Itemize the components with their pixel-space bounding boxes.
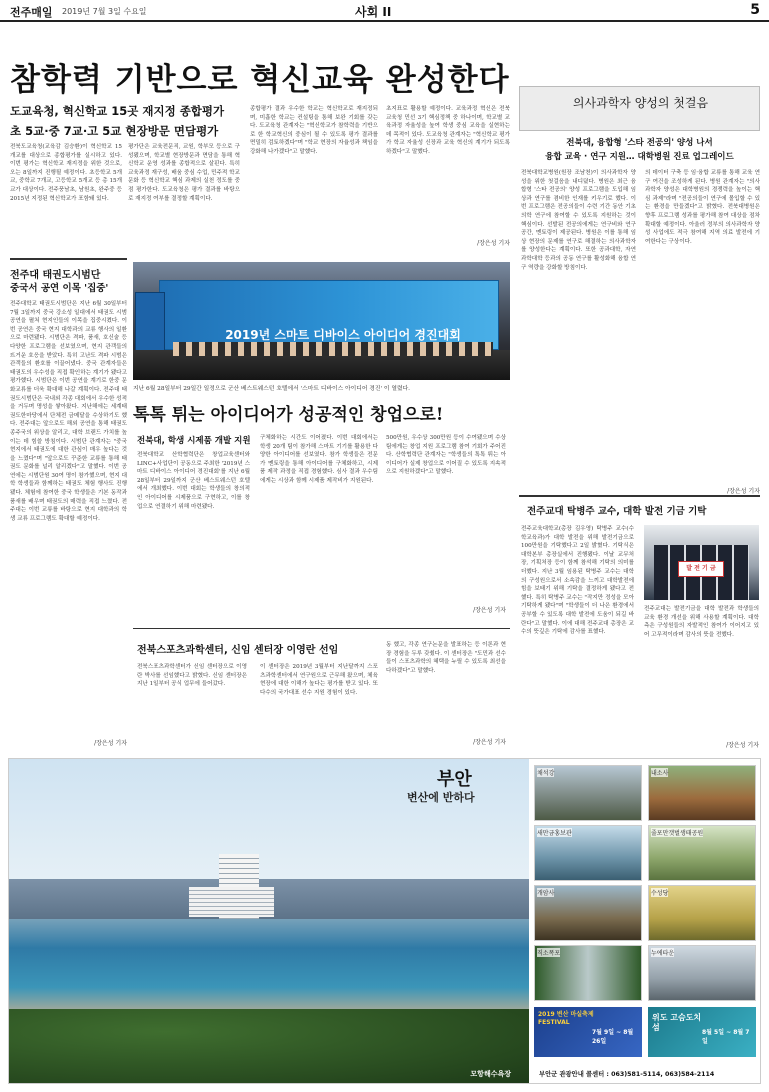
donation-sign: 발 전 기 금 — [678, 561, 724, 577]
sports-col-2: 이 센터장은 2019년 3월부터 지난달까지 스포츠과학센터에서 연구원으로 근무해 왔으며, 체육 현장에 대한 이해가 높다는 평가를 받고 있다. 또 다수의 국가대표 선수 지원 경험이 있다. — [260, 664, 378, 696]
issue-date: 2019년 7월 3일 수요일 — [62, 7, 147, 16]
festival-mashil-date: 7월 9일 ~ 8월 26일 — [592, 1029, 634, 1045]
sports-col-3: 동 했고, 각종 연구논문을 발표하는 등 이론과 현장 경험을 두루 갖췄다. 이 센터장은 "도민과 선수들이 스포츠과학의 혜택을 누릴 수 있도록 최선을 다하겠다"고 말했다. — [386, 642, 506, 674]
taekwondo-body: 전주대학교 태권도시범단은 지난 6월 30일부터 7월 3일까지 중국 강소성 일대에서 태권도 시범공연을 펼쳐 현지인들의 이목을 집중시켰다. 이번 공연은 중국 현지 대학과의 교류 행사의 일환으로 마련됐다. 시범단은 격파, 품새, 호신술 등 다양한 프로그램을 선보였으며, 현지 관객들의 뜨거운 호응을 받았다. 특히 고난도 격파 시범은 관객들의 환호를 이끌어냈다. 중국 관계자들은 태권도의 우수성을 직접 확인하는 계기가 됐다고 평가했다. 시범단은 이번 공연을 계기로 한중 문화교류를 더욱 확대해 나갈 계획이다. 전주대 태권도시범단은 국내외 각종 대회에서 우수한 성적을 거두며 명성을 쌓아왔다. 지난해에는 세계태권도한마당에서 단체전 금메달을 수상하기도 했다. 전주대는 앞으로도 해외 공연을 통해 태권도 종주국의 위상을 알리고, 대학 브랜드 가치를 높이는 데 힘쓸 방침이다. 시범단 관계자는 "중국 현지에서 태권도에 대한 관심이 매우 높다는 것을 느꼈다"며 "앞으로도 꾸준한 교류를 통해 태권도 문화를 널리 알리겠다"고 말했다. 이번 공연에는 시범단원 30여 명이 참가했으며, 현지 대학 학생들과 함께하는 태권도 체험 행사도 진행됐다. 체험에 참여한 중국 학생들은 기본 동작과 품새를 배우며 태권도의 매력을 직접 느꼈다. 전주대는 이번 교류를 바탕으로 현지 대학과의 학생 교류 프로그램도 확대할 예정이다. — [10, 301, 127, 522]
donation-photo — [644, 525, 759, 600]
doctor-subtitle-2: 융합 교육 · 연구 지원… 대학병원 진료 업그레이드 — [545, 152, 734, 162]
spot-julpo-mudflat: 줄포만갯벌생태공원 — [648, 825, 756, 881]
festival-mashil — [534, 1007, 642, 1057]
photo-caption: 지난 6월 28일부터 29일간 일정으로 군산 베스트웨스턴 호텔에서 '스마트 디바이스 아이디어 경진' 이 열렸다. — [133, 386, 411, 392]
spot-gaeamsa: 개암사 — [534, 885, 642, 941]
festival-mashil-title: 2019 변산 마실축제 FESTIVAL — [538, 1011, 594, 1026]
sports-title: 전북스포츠과학센터, 신임 센터장 이영란 선임 — [137, 645, 339, 656]
idea-subtitle: 전북대, 학생 시제품 개발 지원 — [137, 436, 251, 446]
donation-body: 전주교육대학교(총장 김우영) 탁병주 교수(수학교육과)가 대학 발전을 위해 발전기금으로 100만원을 기탁했다고 2일 밝혔다. 기탁식은 대학본부 총장실에서 진행됐다. 이날 교무처장, 기획처장 등이 함께 참석해 기탁의 의미를 더했다. 지난 3월 임용된 탁병주 교수는 대학의 구성원으로서 소속감을 느끼고 대학발전에 힘을 보태기 위해 기탁을 결정하게 됐다고 전했다. 특히 탁병주 교수는 "작지만 정성을 모아 기탁하게 됐다"며 "학생들이 더 나은 환경에서 공부할 수 있도록 대학 발전에 도움이 되길 바란다"고 말했다. 이에 대해 전주교대 총장은 교수의 뜻깊은 기탁에 감사를 표했다. — [521, 526, 634, 636]
spot-saemangeum: 새만금홍보관 — [534, 825, 642, 881]
beach-caption: 모항해수욕장 — [470, 1070, 511, 1078]
ad-footer-callcenter: 부안군 관광안내 콜센터 : 063)581-5114, 063)584-2114 — [539, 1071, 715, 1078]
headline-title: 참학력 기반으로 혁신교육 완성한다 — [10, 62, 510, 98]
taekwondo-byline: /장은성 기자 — [94, 740, 127, 747]
ad-pine-trees — [9, 1009, 529, 1084]
doctor-box-title: 의사과학자 양성의 첫걸음 — [572, 96, 709, 110]
photo-banner-title: 2019년 스마트 디바이스 아이디어 경진대회 — [225, 328, 461, 342]
ad-hotel-wing — [189, 887, 274, 917]
sports-byline: /장은성 기자 — [473, 739, 506, 746]
idea-col-2: 구체화하는 시간도 이어졌다. 이번 대회에서는 학생 20개 팀이 참가해 스마트 기기를 활용한 다양한 아이디어를 선보였다. 참가 학생들은 전문가 멘토링을 통해 아이디어를 구체화하고, 시제품 제작 과정을 직접 경험했다. 심사 결과 우수팀에게는 시상과 함께 시제품 제작비가 지원된다. — [260, 435, 378, 484]
headline-col-1: 전북도교육청(교육감 김승환)이 혁신학교 15개교를 대상으로 종합평가를 실시하고 있다. 이번 평가는 혁신학교 재지정을 위한 것으로, 오는 8일까지 진행될 예정이다. 초등학교 5개교, 중학교 7개교, 고등학교 5개교 등 총 15개교가 대상이다. 전주풍남초, 남원초, 완주중 등 2015년 지정된 혁신학교가 포함돼 있다. — [10, 144, 122, 202]
headline-subtitle-2: 초 5교·중 7교·고 5교 현장방문 면담평가 — [10, 124, 219, 138]
taekwondo-title-1: 전주대 태권도시범단 — [10, 270, 101, 281]
headline-col-4: 초지표로 활용할 예정이다. 교육과정 혁신은 전북교육청 민선 3기 핵심정책 중 하나이며, 학교별 교육과정 자율성을 높여 학생 중심 교육을 실현하는 데 목적이 있다. 도교육청 관계자는 "혁신학교 평가가 학교 자율성 신장과 교육 혁신의 계기가 되도록 하겠다"고 말했다. — [386, 106, 510, 155]
doctor-scientist-box — [519, 86, 760, 131]
taekwondo-article — [10, 258, 127, 748]
page-number: 5 — [750, 2, 760, 18]
festival-wido-date: 8월 5일 ~ 8월 7일 — [702, 1029, 750, 1045]
spot-suseongdang: 수성당 — [648, 885, 756, 941]
headline-col-2: 평가단은 교육전문직, 교원, 학부모 등으로 구성됐으며, 학교별 현장방문과 면담을 통해 혁신학교 운영 성과를 종합적으로 살핀다. 특히 교육과정 재구성, 배움 중심 수업, 민주적 학교문화 등 혁신학교 핵심 과제의 실천 정도를 중점 평가한다. 도교육청은 평가 결과를 바탕으로 재지정 여부를 결정할 계획이다. — [128, 144, 240, 202]
buan-tourism-ad — [8, 758, 761, 1084]
sports-article — [133, 628, 510, 748]
ad-logo-main: 부안 — [437, 769, 472, 790]
festival-wido-title: 위도 고슴도치 섬 — [652, 1013, 702, 1032]
sports-col-1: 전북스포츠과학센터가 신임 센터장으로 이영란 박사를 선임했다고 밝혔다. 신임 센터장은 지난 1일부터 공식 업무에 들어갔다. — [137, 664, 247, 688]
idea-title: 톡톡 튀는 아이디어가 성공적인 창업으로! — [133, 405, 444, 425]
doctor-byline: /장은성 기자 — [727, 488, 760, 495]
section-name: 사회 II — [355, 5, 392, 19]
ad-logo-sub: 변산에 반하다 — [407, 791, 475, 804]
spot-jiksopokpo: 직소폭포 — [534, 945, 642, 1001]
donation-article — [519, 495, 760, 748]
festival-wido — [648, 1007, 756, 1057]
idea-col-3: 500만원, 우수상 300만원 등이 수여됐으며 수상팀에게는 창업 지원 프로그램 참여 기회가 주어진다. 산학협력단 관계자는 "학생들의 톡톡 튀는 아이디어가 실제 창업으로 이어질 수 있도록 지속적으로 지원하겠다"고 말했다. — [386, 435, 506, 476]
ad-logo — [399, 765, 519, 835]
donation-title: 전주교대 탁병주 교수, 대학 발전 기금 기탁 — [527, 506, 707, 517]
doctor-subtitle-1: 전북대, 융합형 '스타 전공의' 양성 나서 — [566, 138, 713, 148]
idea-col-1: 전북대학교 산학협력단은 창업교육센터와 LINC+사업단이 공동으로 주최한 '2019년 스마트 디바이스 아이디어 경진대회'를 지난 6월 28일부터 29일까지 군산 베스트웨스턴 호텔에서 개최했다. 이번 대회는 학생들의 창의적인 아이디어를 시제품으로 구현하고, 이를 창업으로 연결하기 위해 마련됐다. — [137, 452, 250, 510]
photo-heads — [173, 342, 493, 356]
doctor-col-2: 의 데이터 구축 등 임·융합 교류를 통해 교육 연구 여건을 조성하게 된다. 병원 관계자는 "의사과학자 양성은 대학병원의 경쟁력을 높이는 핵심 과제"라며 "전공의들이 연구에 몰입할 수 있는 환경을 만들겠다"고 밝혔다. 전북대병원은 향후 프로그램 성과를 평가해 참여 대상을 점차 확대할 예정이다. 아울러 정부의 의사과학자 양성 사업에도 적극 참여해 지역 의료 발전에 기여한다는 구상이다. — [645, 170, 760, 245]
photo-left-poster — [135, 292, 165, 352]
headline-byline: /장은성 기자 — [477, 240, 510, 247]
contest-photo — [133, 262, 510, 380]
donation-col-2: 전주교대는 발전기금을 대학 발전과 학생들의 교육 환경 개선을 위해 사용할 계획이다. 대학 측은 구성원들의 자발적인 참여가 이어지고 있어 고무적이라며 감사의 뜻을 전했다. — [644, 606, 759, 638]
taekwondo-title-2: 중국서 공연 이목 '집중' — [10, 283, 109, 294]
headline-subtitle-1: 도교육청, 혁신학교 15곳 재지정 종합평가 — [10, 104, 225, 118]
paper-name: 전주매일 — [10, 6, 53, 19]
idea-byline: /장은성 기자 — [473, 607, 506, 614]
spot-nuetown: 누에타운 — [648, 945, 756, 1001]
headline-col-3: 종합평가 결과 우수한 학교는 혁신학교로 재지정되며, 미흡한 학교는 컨설팅을 통해 보완 기회를 갖는다. 도교육청 관계자는 "혁신학교가 참학력을 기반으로 한 학교혁신의 중심이 될 수 있도록 평가 결과를 면밀히 검토하겠다"며 "학교 현장의 자율성과 책임을 강화해 나가겠다"고 말했다. — [250, 106, 378, 155]
masthead — [0, 0, 769, 22]
spots-panel — [534, 765, 757, 1065]
spot-naesosa: 내소사 — [648, 765, 756, 821]
headline-article — [10, 30, 510, 250]
donation-byline: /장은성 기자 — [726, 742, 759, 749]
doctor-col-1: 전북대학교병원(원장 조남천)이 의사과학자 양성을 위한 첫걸음을 내디뎠다. 병원은 최근 융합형 '스타 전공의' 양성 프로그램을 도입해 임상과 연구를 겸비한 인재를 키우기로 했다. 이번 프로그램은 전공의들이 수련 기간 동안 기초의학 연구에 참여할 수 있도록 지원하는 것이 핵심이다. 선발된 전공의에게는 연구비와 연구 공간, 멘토링이 제공된다. 병원은 이를 통해 임상 현장의 문제를 연구로 해결하는 의사과학자를 양성한다는 계획이다. 또한 공과대학, 자연과학대학 등과의 공동 연구를 활성화해 융합 연구 역량을 강화할 방침이다. — [521, 170, 636, 271]
spot-chaeseokgang: 채석강 — [534, 765, 642, 821]
